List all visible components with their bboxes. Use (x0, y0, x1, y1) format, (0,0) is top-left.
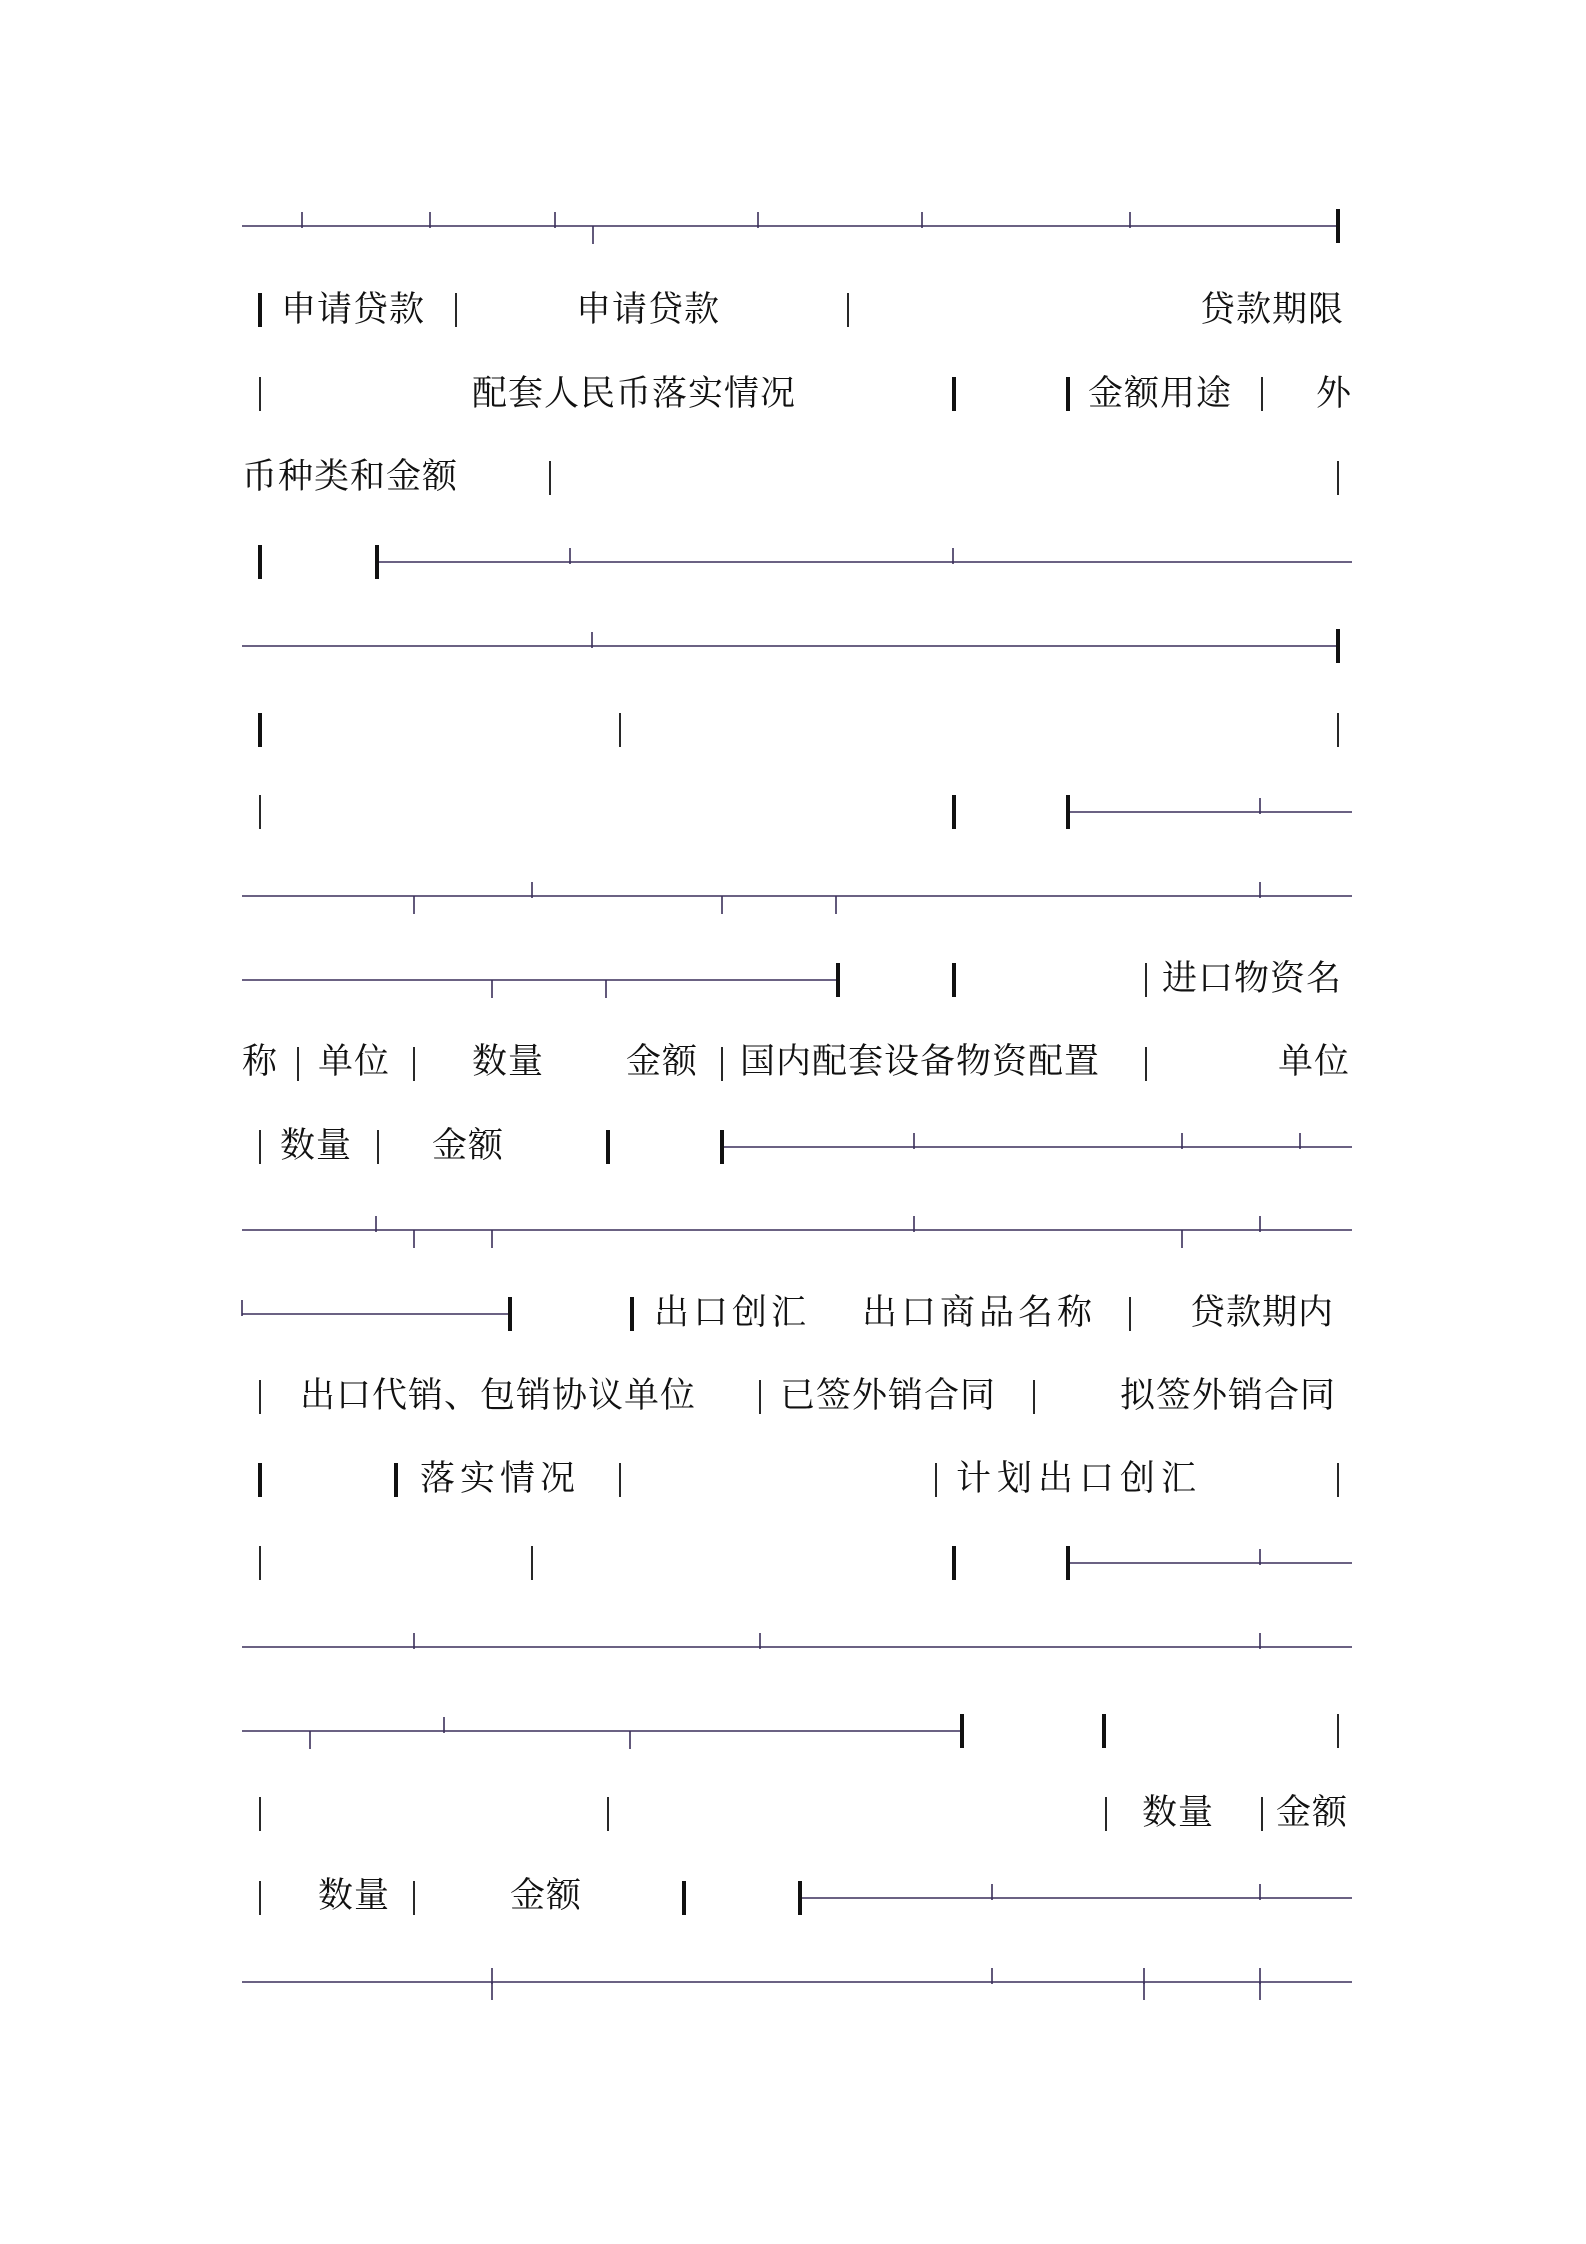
label-loan-term: 贷款期限 (1200, 290, 1345, 330)
label-planned-export: 计划出口创汇 (956, 1459, 1203, 1499)
label-domestic-equipment: 国内配套设备物资配置 (740, 1042, 1101, 1082)
label-quantity-4: 数量 (318, 1876, 391, 1916)
label-implementation: 落实情况 (420, 1459, 581, 1499)
label-apply-loan-2: 申请贷款 (576, 290, 721, 330)
label-export-goods-name: 出口商品名称 (862, 1293, 1097, 1333)
label-apply-loan-1: 申请贷款 (281, 290, 426, 330)
label-amount-1: 金额 (626, 1042, 699, 1082)
label-unit-2: 单位 (1278, 1042, 1351, 1082)
label-currency-amount: 币种类和金额 (242, 457, 459, 497)
label-import-goods-name-b: 称 (242, 1042, 279, 1082)
label-consignment-unit: 出口代销、包销协议单位 (300, 1376, 697, 1416)
label-amount-use: 金额用途 (1088, 374, 1233, 414)
label-rmb-matching: 配套人民币落实情况 (472, 374, 797, 414)
label-amount-2: 金额 (432, 1126, 505, 1166)
label-amount-4: 金额 (510, 1876, 583, 1916)
label-quantity-1: 数量 (472, 1042, 545, 1082)
label-signed-contract: 已签外销合同 (780, 1376, 997, 1416)
label-quantity-2: 数量 (280, 1126, 353, 1166)
label-loan-period-in: 贷款期内 (1190, 1293, 1335, 1333)
label-amount-3: 金额 (1276, 1793, 1349, 1833)
label-export-earning: 出口创汇 (654, 1293, 811, 1333)
label-unit-1: 单位 (318, 1042, 391, 1082)
label-quantity-3: 数量 (1142, 1793, 1215, 1833)
label-import-goods-name-a: 进口物资名 (1162, 959, 1343, 999)
label-wai: 外 (1316, 374, 1353, 414)
label-planned-contract: 拟签外销合同 (1120, 1376, 1337, 1416)
